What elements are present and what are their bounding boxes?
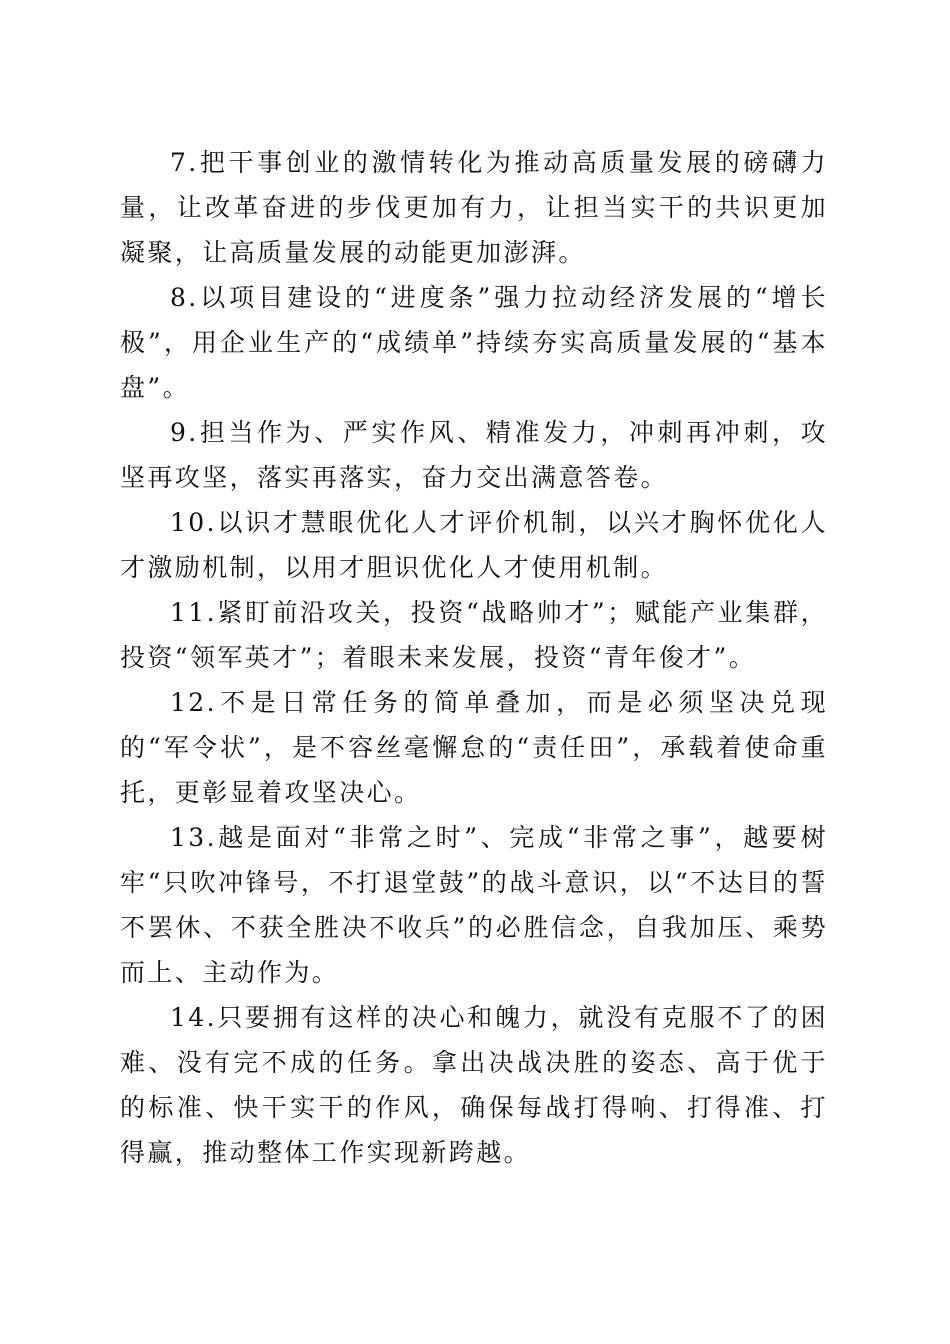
paragraph-12: 12.不是日常任务的简单叠加，而是必须坚决兑现的“军令状”，是不容丝毫懈怠的“责任田”，承载着使命重托，更彰显着攻坚决心。 [120,688,828,807]
paragraph-11: 11.紧盯前沿攻关，投资“战略帅才”；赋能产业集群，投资“领军英才”；着眼未来发展，投资“青年俊才”。 [120,598,828,672]
paragraph-10: 10.以识才慧眼优化人才评价机制，以兴才胸怀优化人才激励机制，以用才胆识优化人才使用机制。 [120,508,828,582]
document-body [120,140,828,1175]
paragraph-9: 9.担当作为、严实作风、精准发力，冲刺再冲刺，攻坚再攻坚，落实再落实，奋力交出满意答卷。 [120,418,828,492]
paragraph-8: 8.以项目建设的“进度条”强力拉动经济发展的“增长极”，用企业生产的“成绩单”持续夯实高质量发展的“基本盘”。 [120,283,828,402]
paragraph-7: 7.把干事创业的激情转化为推动高质量发展的磅礴力量，让改革奋进的步伐更加有力，让担当实干的共识更加凝聚，让高质量发展的动能更加澎湃。 [120,148,828,267]
paragraph-14: 14.只要拥有这样的决心和魄力，就没有克服不了的困难、没有完不成的任务。拿出决战决胜的姿态、高于优于的标准、快干实干的作风，确保每战打得响、打得准、打得赢，推动整体工作实现新跨越。 [120,1003,828,1167]
paragraph-13: 13.越是面对“非常之时”、完成“非常之事”，越要树牢“只吹冲锋号，不打退堂鼓”的战斗意识，以“不达目的誓不罢休、不获全胜决不收兵”的必胜信念，自我加压、乘势而上、主动作为。 [120,823,828,987]
